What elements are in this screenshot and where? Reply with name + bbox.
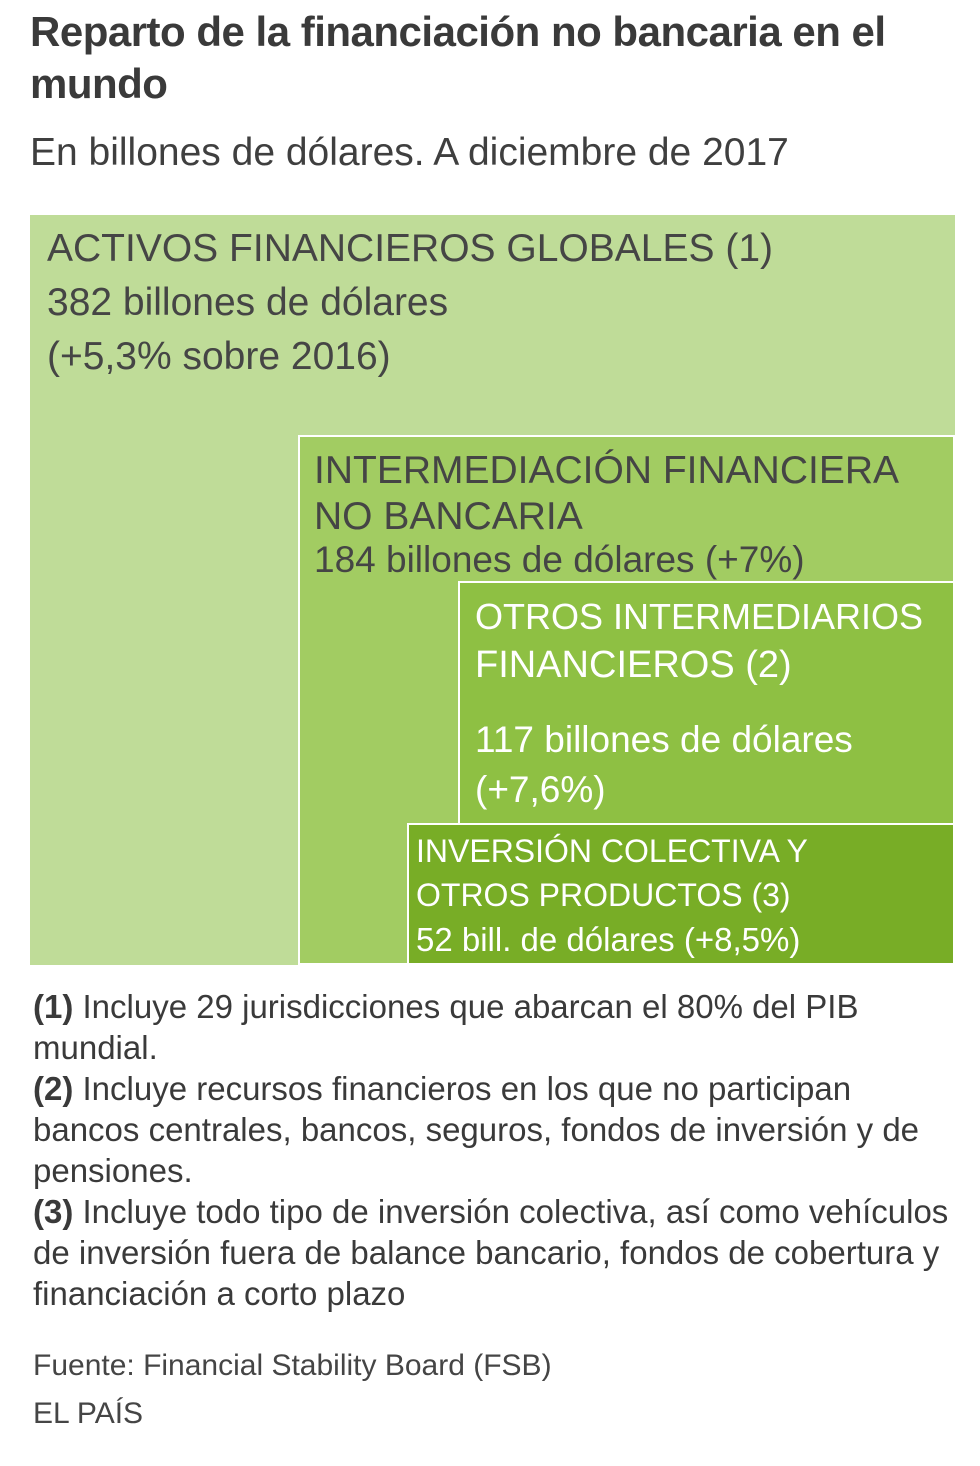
box-label: INTERMEDIACIÓN FINANCIERA <box>314 449 900 492</box>
box-label: NO BANCARIA <box>314 495 583 538</box>
footnote-1 <box>33 986 953 1068</box>
box-inversion-colectiva <box>407 823 955 965</box>
footnote-text: Incluye 29 jurisdicciones que abarcan el 80% del PIB mundial. <box>33 988 859 1066</box>
footnote-text: Incluye recursos financieros en los que no participan bancos centrales, bancos, seguros, fondos de inversión y de pensiones. <box>33 1070 920 1189</box>
box-value: 117 billones de dólares <box>475 719 853 760</box>
footnote-mark: (2) <box>33 1070 74 1107</box>
box-label: OTROS INTERMEDIARIOS <box>475 596 924 637</box>
chart-title: Reparto de la financiación no bancaria en el mundo <box>30 8 886 107</box>
footnote-mark: (1) <box>33 988 74 1025</box>
footnote-3 <box>33 1191 953 1314</box>
box-change: (+5,3% sobre 2016) <box>47 335 391 378</box>
footnotes <box>33 986 953 1314</box>
box-label: ACTIVOS FINANCIEROS GLOBALES (1) <box>47 227 773 270</box>
chart-subtitle: En billones de dólares. A diciembre de 2017 <box>30 131 789 174</box>
footnote-mark: (3) <box>33 1193 74 1230</box>
footnote-2 <box>33 1068 953 1191</box>
box-label: FINANCIEROS (2) <box>475 644 792 686</box>
source-text: Fuente: Financial Stability Board (FSB) <box>33 1349 552 1382</box>
box-change: (+7,6%) <box>475 769 606 810</box>
footnote-text: Incluye todo tipo de inversión colectiva, así como vehículos de inversión fuera de balance bancario, fondos de cobertura y financiación a corto plazo <box>33 1193 949 1312</box>
box-value: 382 billones de dólares <box>47 281 449 324</box>
box-value: 184 billones de dólares (+7%) <box>314 539 805 580</box>
brand-logo-text: EL PAÍS <box>33 1397 144 1430</box>
box-label: OTROS PRODUCTOS (3) <box>416 877 791 913</box>
box-label: INVERSIÓN COLECTIVA Y <box>416 833 808 869</box>
box-value: 52 bill. de dólares (+8,5%) <box>416 921 801 958</box>
